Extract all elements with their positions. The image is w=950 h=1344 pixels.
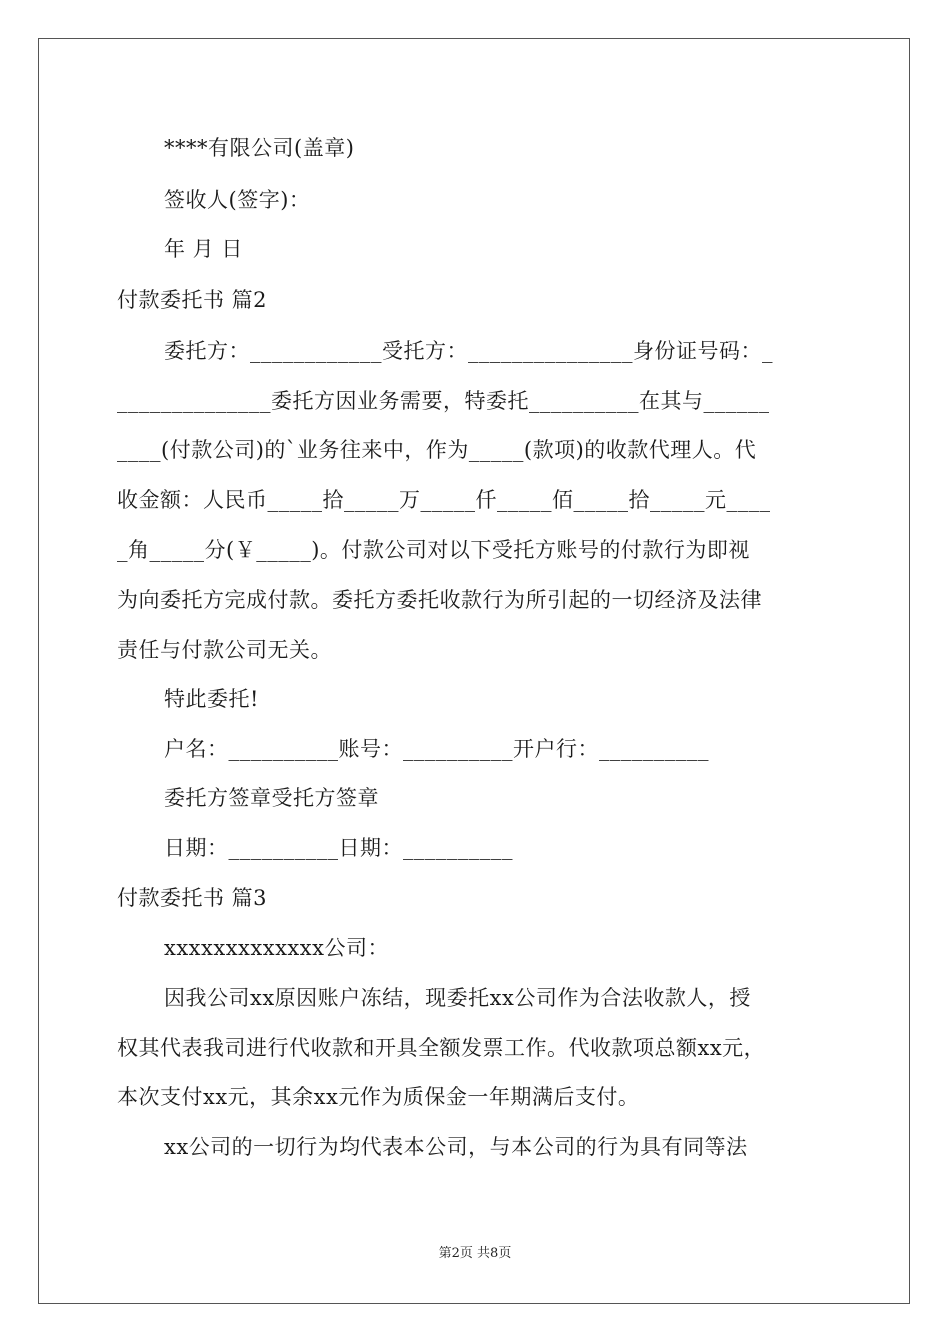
addressee-line: xxxxxxxxxxxxx公司： (164, 936, 389, 960)
paragraph-line: 权其代表我司进行代收款和开具全额发票工作。代收款项总额xx元， (117, 1036, 766, 1060)
paragraph-line: xx公司的一切行为均代表本公司，与本公司的行为具有同等法 (164, 1135, 748, 1159)
signer-line: 签收人(签字)： (164, 188, 311, 212)
paragraph-line: 收金额：人民币_____拾_____万_____仟_____佰_____拾_____元____ (117, 488, 771, 512)
signature-line: 委托方签章受托方签章 (164, 786, 379, 810)
paragraph-line: 委托方：____________受托方：_______________身份证号码：_ (164, 339, 773, 363)
paragraph-line: 责任与付款公司无关。 (117, 638, 332, 662)
section-heading-3: 付款委托书 篇3 (117, 886, 268, 910)
page-border (38, 38, 910, 1304)
page-number-footer: 第2页 共8页 (438, 1246, 512, 1261)
paragraph-line: ____(付款公司)的`业务往来中，作为_____(款项)的收款代理人。代 (117, 438, 757, 462)
paragraph-line: 为向委托方完成付款。委托方委托收款行为所引起的一切经济及法律 (117, 588, 762, 612)
paragraph-line: 因我公司xx原因账户冻结，现委托xx公司作为合法收款人，授 (164, 986, 751, 1010)
section-heading-2: 付款委托书 篇2 (117, 288, 268, 312)
paragraph-line: ______________委托方因业务需要，特委托__________在其与______ (117, 389, 770, 413)
paragraph-line: 特此委托! (164, 687, 259, 711)
paragraph-line: _角_____分(￥_____)。付款公司对以下受托方账号的付款行为即视 (117, 538, 750, 562)
company-seal-line: ****有限公司(盖章) (164, 136, 355, 160)
paragraph-line: 本次支付xx元，其余xx元作为质保金一年期满后支付。 (117, 1085, 640, 1109)
date-fields-line: 日期：__________日期：__________ (164, 836, 513, 860)
date-line: 年 月 日 (164, 237, 243, 261)
account-line: 户名：__________账号：__________开户行：__________ (164, 737, 709, 761)
